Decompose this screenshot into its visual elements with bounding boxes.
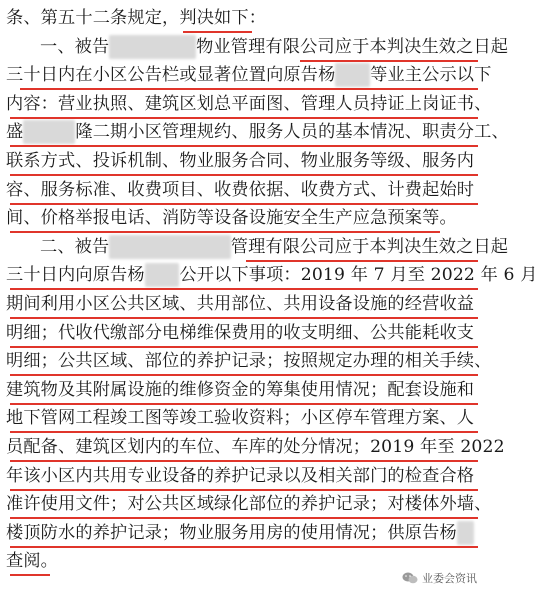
text-line: 一、被告 物业管理有限公司应于本判决生效之日起 xyxy=(40,36,509,57)
red-underline xyxy=(10,374,478,376)
redacted-text xyxy=(335,63,370,87)
watermark-text: 业委会资讯 xyxy=(422,572,477,585)
watermark xyxy=(402,570,477,586)
text-line: 明细；代收代缴部分电梯维保费用的收支明细、公共能耗收支 xyxy=(6,322,475,343)
text-line: 准许使用文件；对公共区域绿化部位的养护记录；对楼体外墙、 xyxy=(6,494,492,515)
text-line: 楼顶防水的养护记录；物业服务用房的使用情况；供原告杨 xyxy=(6,521,482,545)
red-underline xyxy=(183,31,252,33)
redacted-text xyxy=(23,120,75,144)
text-line: 明细；公共区域、部位的养护记录；按照规定办理的相关手续、 xyxy=(6,351,492,372)
red-underline xyxy=(10,203,478,205)
text-line: 员配备、建筑区划内的车位、车库的处分情况；2019 年至 2022 xyxy=(6,437,505,457)
red-underline xyxy=(10,431,478,433)
red-underline xyxy=(10,517,478,519)
red-underline xyxy=(10,231,440,233)
wechat-logo-icon xyxy=(402,572,418,584)
text-line: 年该小区内共用专业设备的养护记录以及相关部门的检查合格 xyxy=(6,465,475,486)
red-underline xyxy=(10,145,478,147)
red-underline xyxy=(10,346,478,348)
red-underline xyxy=(10,546,478,548)
red-underline xyxy=(10,460,478,462)
text-line: 联系方式、投诉机制、物业服务合同、物业服务等级、服务内 xyxy=(6,151,475,171)
red-underline xyxy=(10,403,478,405)
red-underline xyxy=(10,317,478,319)
redacted-text xyxy=(109,35,196,59)
redacted-text xyxy=(109,235,230,259)
red-underline xyxy=(10,174,478,176)
text-line: 地下管网工程竣工图等竣工验收资料；小区停车管理方案、人 xyxy=(6,408,475,429)
text-line: 三十日内向原告杨 公开以下事项：2019 年 7 月至 2022 年 6 月 xyxy=(6,265,538,286)
text-line: 内容：营业执照、建筑区划总平面图、管理人员持证上岗证书、 xyxy=(6,93,492,114)
red-underline xyxy=(20,88,478,90)
text-line: 容、服务标准、收费项目、收费依据、收费方式、计费起始时 xyxy=(6,179,475,200)
text-line: 三十日内在小区公告栏或显著位置向原告杨 等业主公示以下 xyxy=(6,65,492,86)
text-line: 期间利用小区公共区域、共用部位、共用设备设施的经营收益 xyxy=(6,294,475,314)
text-line: 查阅。 xyxy=(6,551,59,572)
text-line: 盛 隆二期小区管理规约、服务人员的基本情况、职责分工、 xyxy=(6,122,509,143)
red-underline xyxy=(246,260,478,262)
text-line: 间、价格举报电话、消防等设备设施安全生产应急预案等。 xyxy=(6,208,457,229)
red-underline xyxy=(10,574,50,576)
red-underline xyxy=(10,489,478,491)
text-line: 建筑物及其附属设施的维修资金的筹集使用情况；配套设施和 xyxy=(6,379,475,400)
redacted-text xyxy=(145,263,180,287)
text-line: 二、被告 管理有限公司应于本判决生效之日起 xyxy=(40,236,509,257)
red-underline xyxy=(10,288,478,290)
red-underline xyxy=(300,60,478,62)
redacted-text xyxy=(457,521,474,545)
red-underline xyxy=(10,117,478,119)
text-line: 条、第五十二条规定，判决如下： xyxy=(6,8,267,28)
